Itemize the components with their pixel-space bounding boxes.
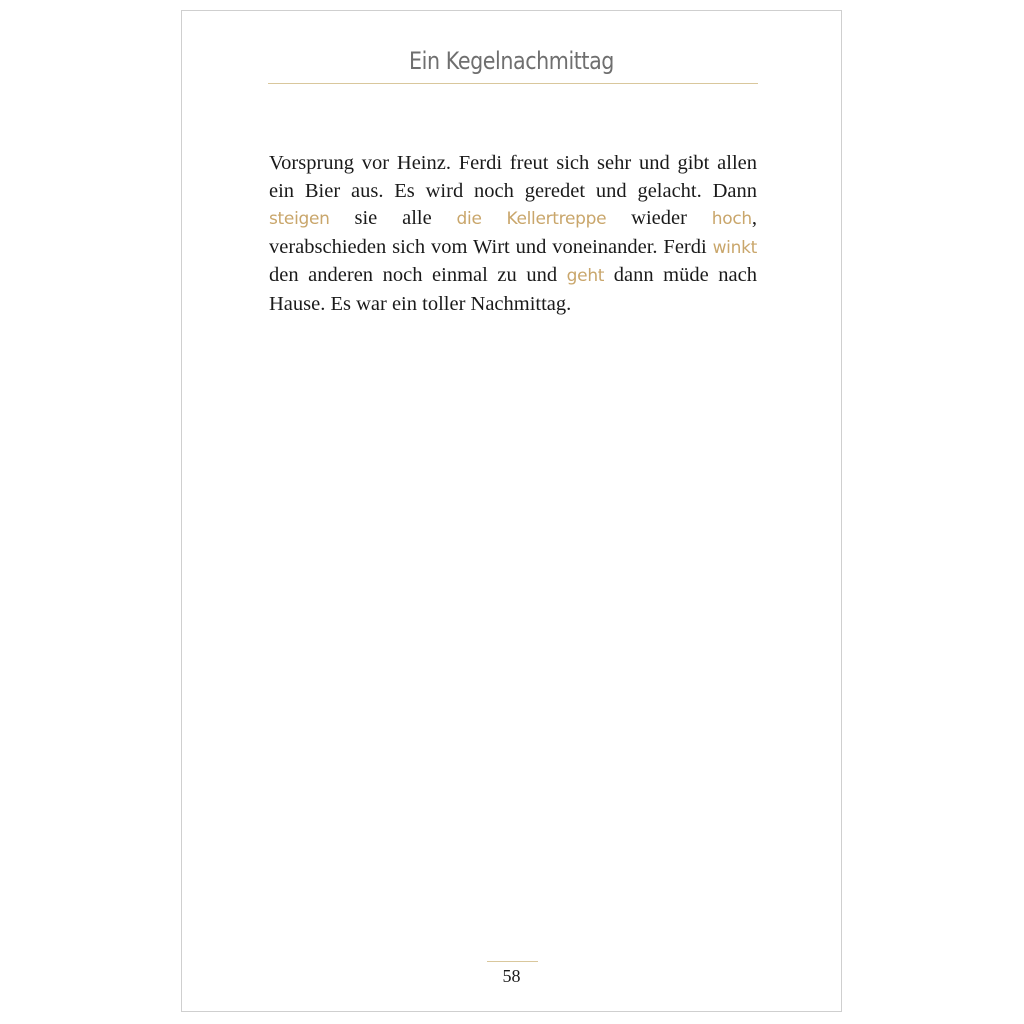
page-title: Ein Kegelnachmittag bbox=[409, 47, 614, 75]
text-segment: Vorsprung vor Heinz. Ferdi freut sich sehr und gibt allen ein Bier aus. Es wird noch geredet und gelacht. Dann bbox=[269, 152, 757, 202]
highlighted-word: winkt bbox=[712, 237, 757, 258]
footer-divider bbox=[487, 961, 538, 962]
highlighted-word: hoch bbox=[711, 209, 752, 229]
book-page bbox=[181, 10, 842, 1012]
text-segment: den anderen noch einmal zu und bbox=[269, 264, 567, 286]
highlighted-word: die Kellertreppe bbox=[456, 209, 607, 229]
text-segment: wieder bbox=[606, 207, 712, 229]
body-paragraph bbox=[269, 150, 757, 318]
highlighted-word: geht bbox=[566, 266, 605, 286]
page-number: 58 bbox=[502, 966, 521, 986]
header-divider bbox=[268, 83, 758, 84]
text-segment: dann müde nach Hause. Es war ein toller Nachmittag. bbox=[269, 264, 757, 315]
highlighted-word: steigen bbox=[269, 209, 330, 229]
text-segment: sie alle bbox=[329, 207, 457, 229]
text-segment: , verabschieden sich vom Wirt und voneinander. Ferdi bbox=[269, 207, 757, 258]
